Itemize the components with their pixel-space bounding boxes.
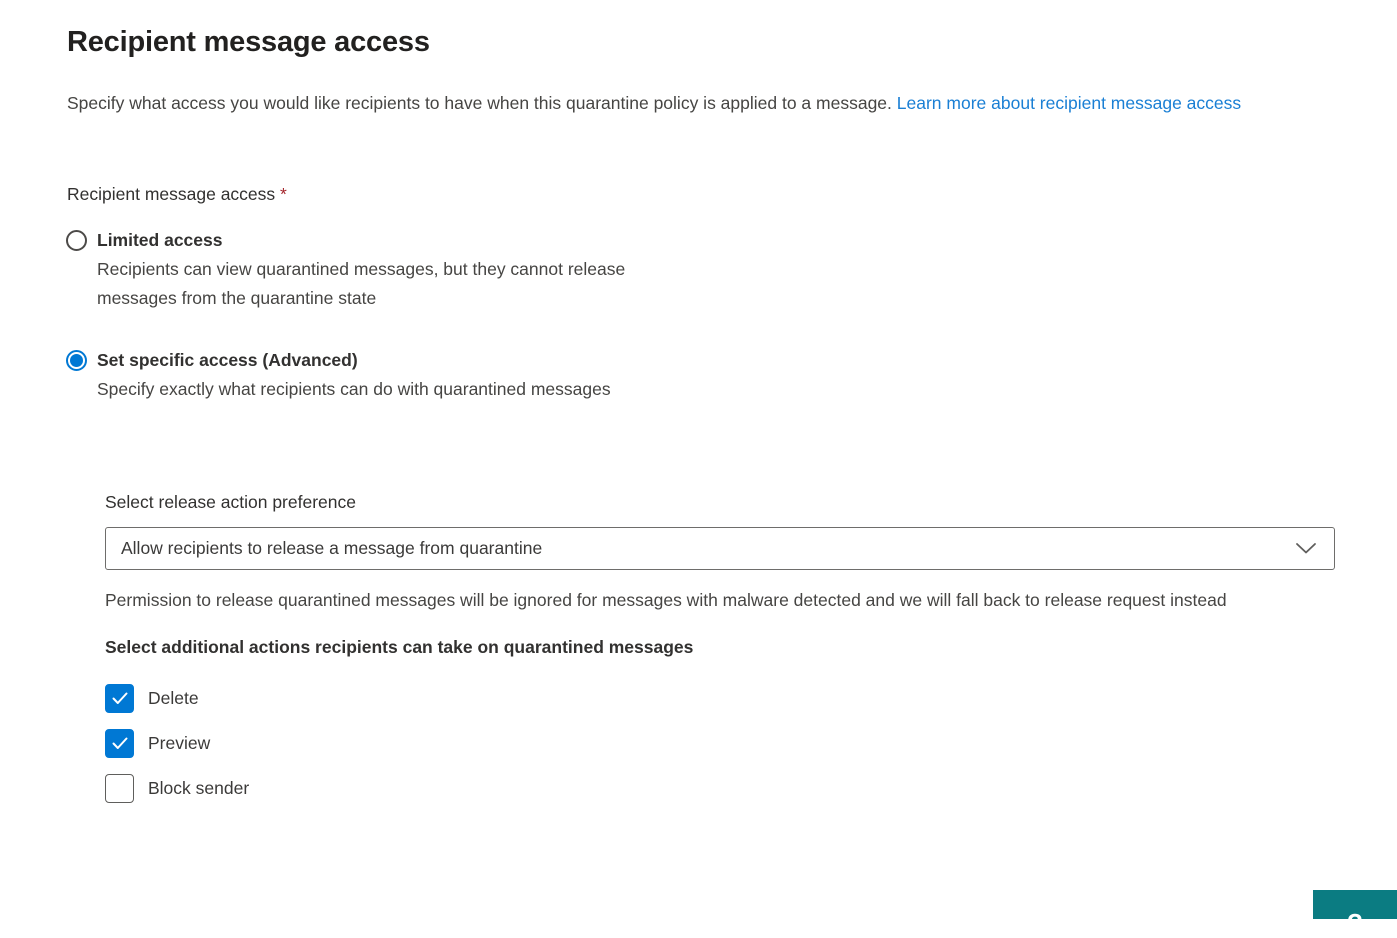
checkbox-delete[interactable] <box>105 684 134 713</box>
advanced-access-section <box>105 492 1397 803</box>
field-label-text: Recipient message access <box>67 184 276 204</box>
radio-option-set-specific-access[interactable] <box>66 347 1397 404</box>
checkbox-label-delete: Delete <box>148 688 199 708</box>
radio-button-limited-access-icon[interactable] <box>66 230 87 251</box>
radio-option-limited-access-text <box>97 227 697 313</box>
help-button[interactable] <box>1313 890 1397 938</box>
radio-button-set-specific-access-icon[interactable] <box>66 350 87 371</box>
release-action-dropdown[interactable] <box>105 527 1335 570</box>
dropdown-selected-value: Allow recipients to release a message from quarantine <box>121 538 543 558</box>
radio-option-set-specific-access-text <box>97 347 611 404</box>
radio-label-limited-access: Limited access <box>97 230 223 250</box>
page-description-text: Specify what access you would like recipients to have when this quarantine policy is applied to a message. <box>67 93 892 113</box>
checkmark-icon <box>112 737 128 750</box>
help-question-icon: ? <box>1347 908 1363 938</box>
checkbox-row-preview[interactable] <box>105 729 1397 758</box>
field-label-recipient-access <box>67 184 1397 205</box>
learn-more-link[interactable]: Learn more about recipient message access <box>896 93 1242 113</box>
release-action-label: Select release action preference <box>105 492 356 512</box>
additional-actions-label: Select additional actions recipients can take on quarantined messages <box>105 637 694 657</box>
page-title: Recipient message access <box>67 26 430 58</box>
checkmark-icon <box>112 692 128 705</box>
radio-dot-icon <box>70 354 83 367</box>
radio-option-limited-access[interactable] <box>66 227 1397 313</box>
checkbox-label-block-sender: Block sender <box>148 778 250 798</box>
checkbox-preview[interactable] <box>105 729 134 758</box>
checkbox-block-sender[interactable] <box>105 774 134 803</box>
required-asterisk: * <box>280 184 287 204</box>
chevron-down-icon <box>1296 543 1316 554</box>
page-description <box>67 89 1335 118</box>
recipient-message-access-page <box>0 26 1397 938</box>
radio-description-set-specific-access: Specify exactly what recipients can do with quarantined messages <box>97 379 611 399</box>
release-action-hint: Permission to release quarantined messages will be ignored for messages with malware detected and we will fall back to release request instead <box>105 590 1227 610</box>
checkbox-label-preview: Preview <box>148 733 211 753</box>
checkbox-row-delete[interactable] <box>105 684 1397 713</box>
checkbox-row-block-sender[interactable] <box>105 774 1397 803</box>
radio-label-set-specific-access: Set specific access (Advanced) <box>97 350 358 370</box>
radio-description-limited-access: Recipients can view quarantined messages, but they cannot release messages from the quarantine state <box>97 259 626 308</box>
